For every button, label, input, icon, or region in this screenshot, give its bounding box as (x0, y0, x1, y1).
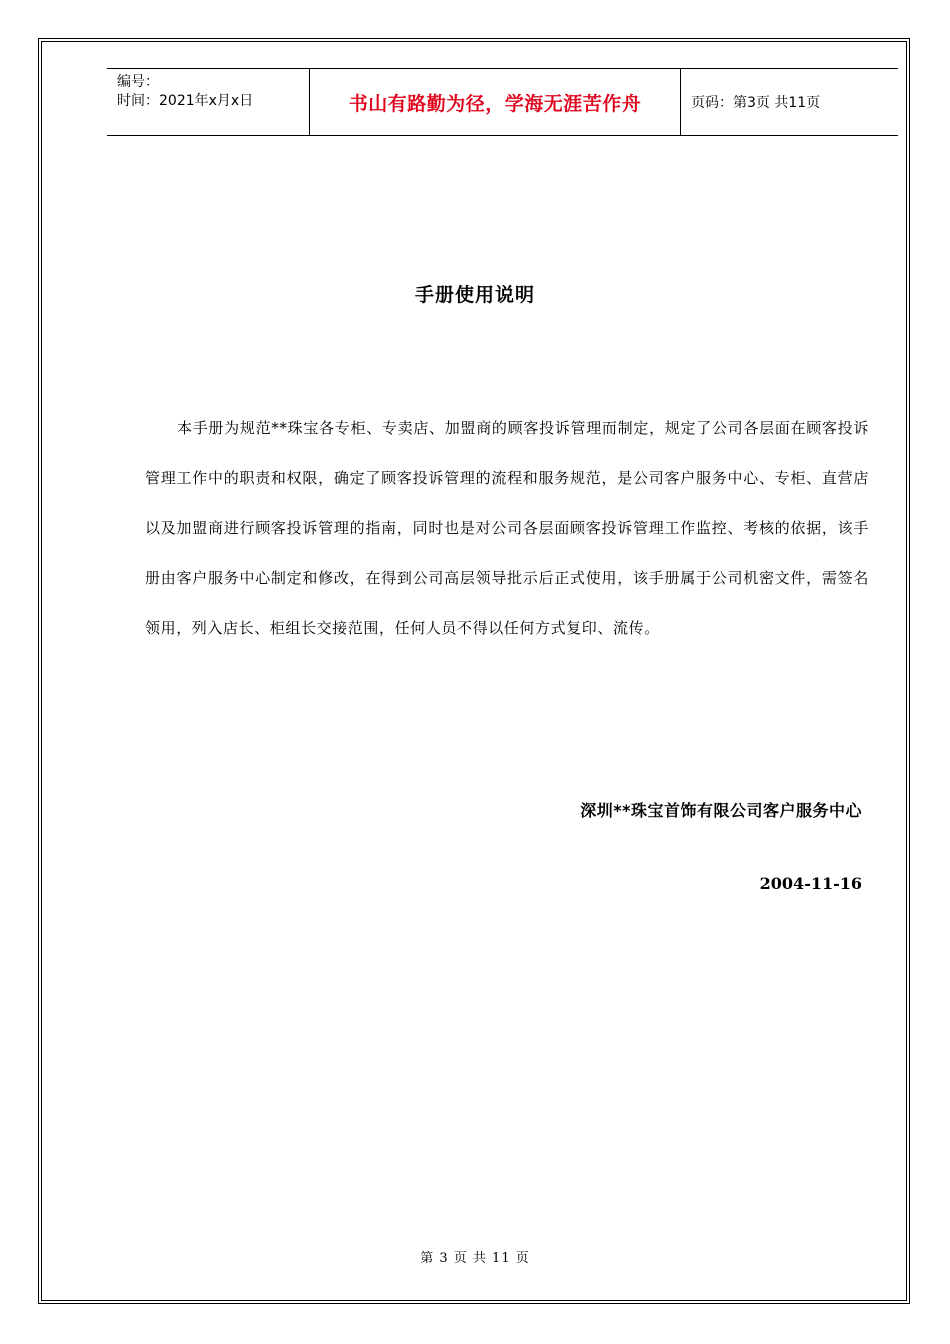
page-info: 页码：第3页 共11页 (691, 95, 821, 111)
number-label: 编号： (117, 74, 159, 90)
document-date: 2004-11-16 (759, 874, 862, 893)
header-page-cell (681, 69, 898, 135)
time-label: 时间：2021年x月x日 (117, 93, 254, 109)
header-meta (107, 69, 309, 135)
organization-signature: 深圳**珠宝首饰有限公司客户服务中心 (580, 801, 862, 820)
document-title: 手册使用说明 (414, 284, 535, 306)
page-border-inner (41, 41, 907, 1301)
document-header (107, 68, 898, 136)
page-footer: 第 3 页 共 11 页 (420, 1251, 530, 1266)
header-motto-cell (309, 69, 681, 135)
body-paragraph: 本手册为规范**珠宝各专柜、专卖店、加盟商的顾客投诉管理而制定，规定了公司各层面在顾客投诉管理工作中的职责和权限，确定了顾客投诉管理的流程和服务规范，是公司客户服务中心、专柜、直营店以及加盟商进行顾客投诉管理的指南，同时也是对公司各层面顾客投诉管理工作监控、考核的依据，该手册由客户服务中心制定和修改，在得到公司高层领导批示后正式使用，该手册属于公司机密文件，需签名领用，列入店长、柜组长交接范围，任何人员不得以任何方式复印、流传。 (145, 419, 869, 637)
motto-text: 书山有路勤为径，学海无涯苦作舟 (348, 92, 642, 115)
